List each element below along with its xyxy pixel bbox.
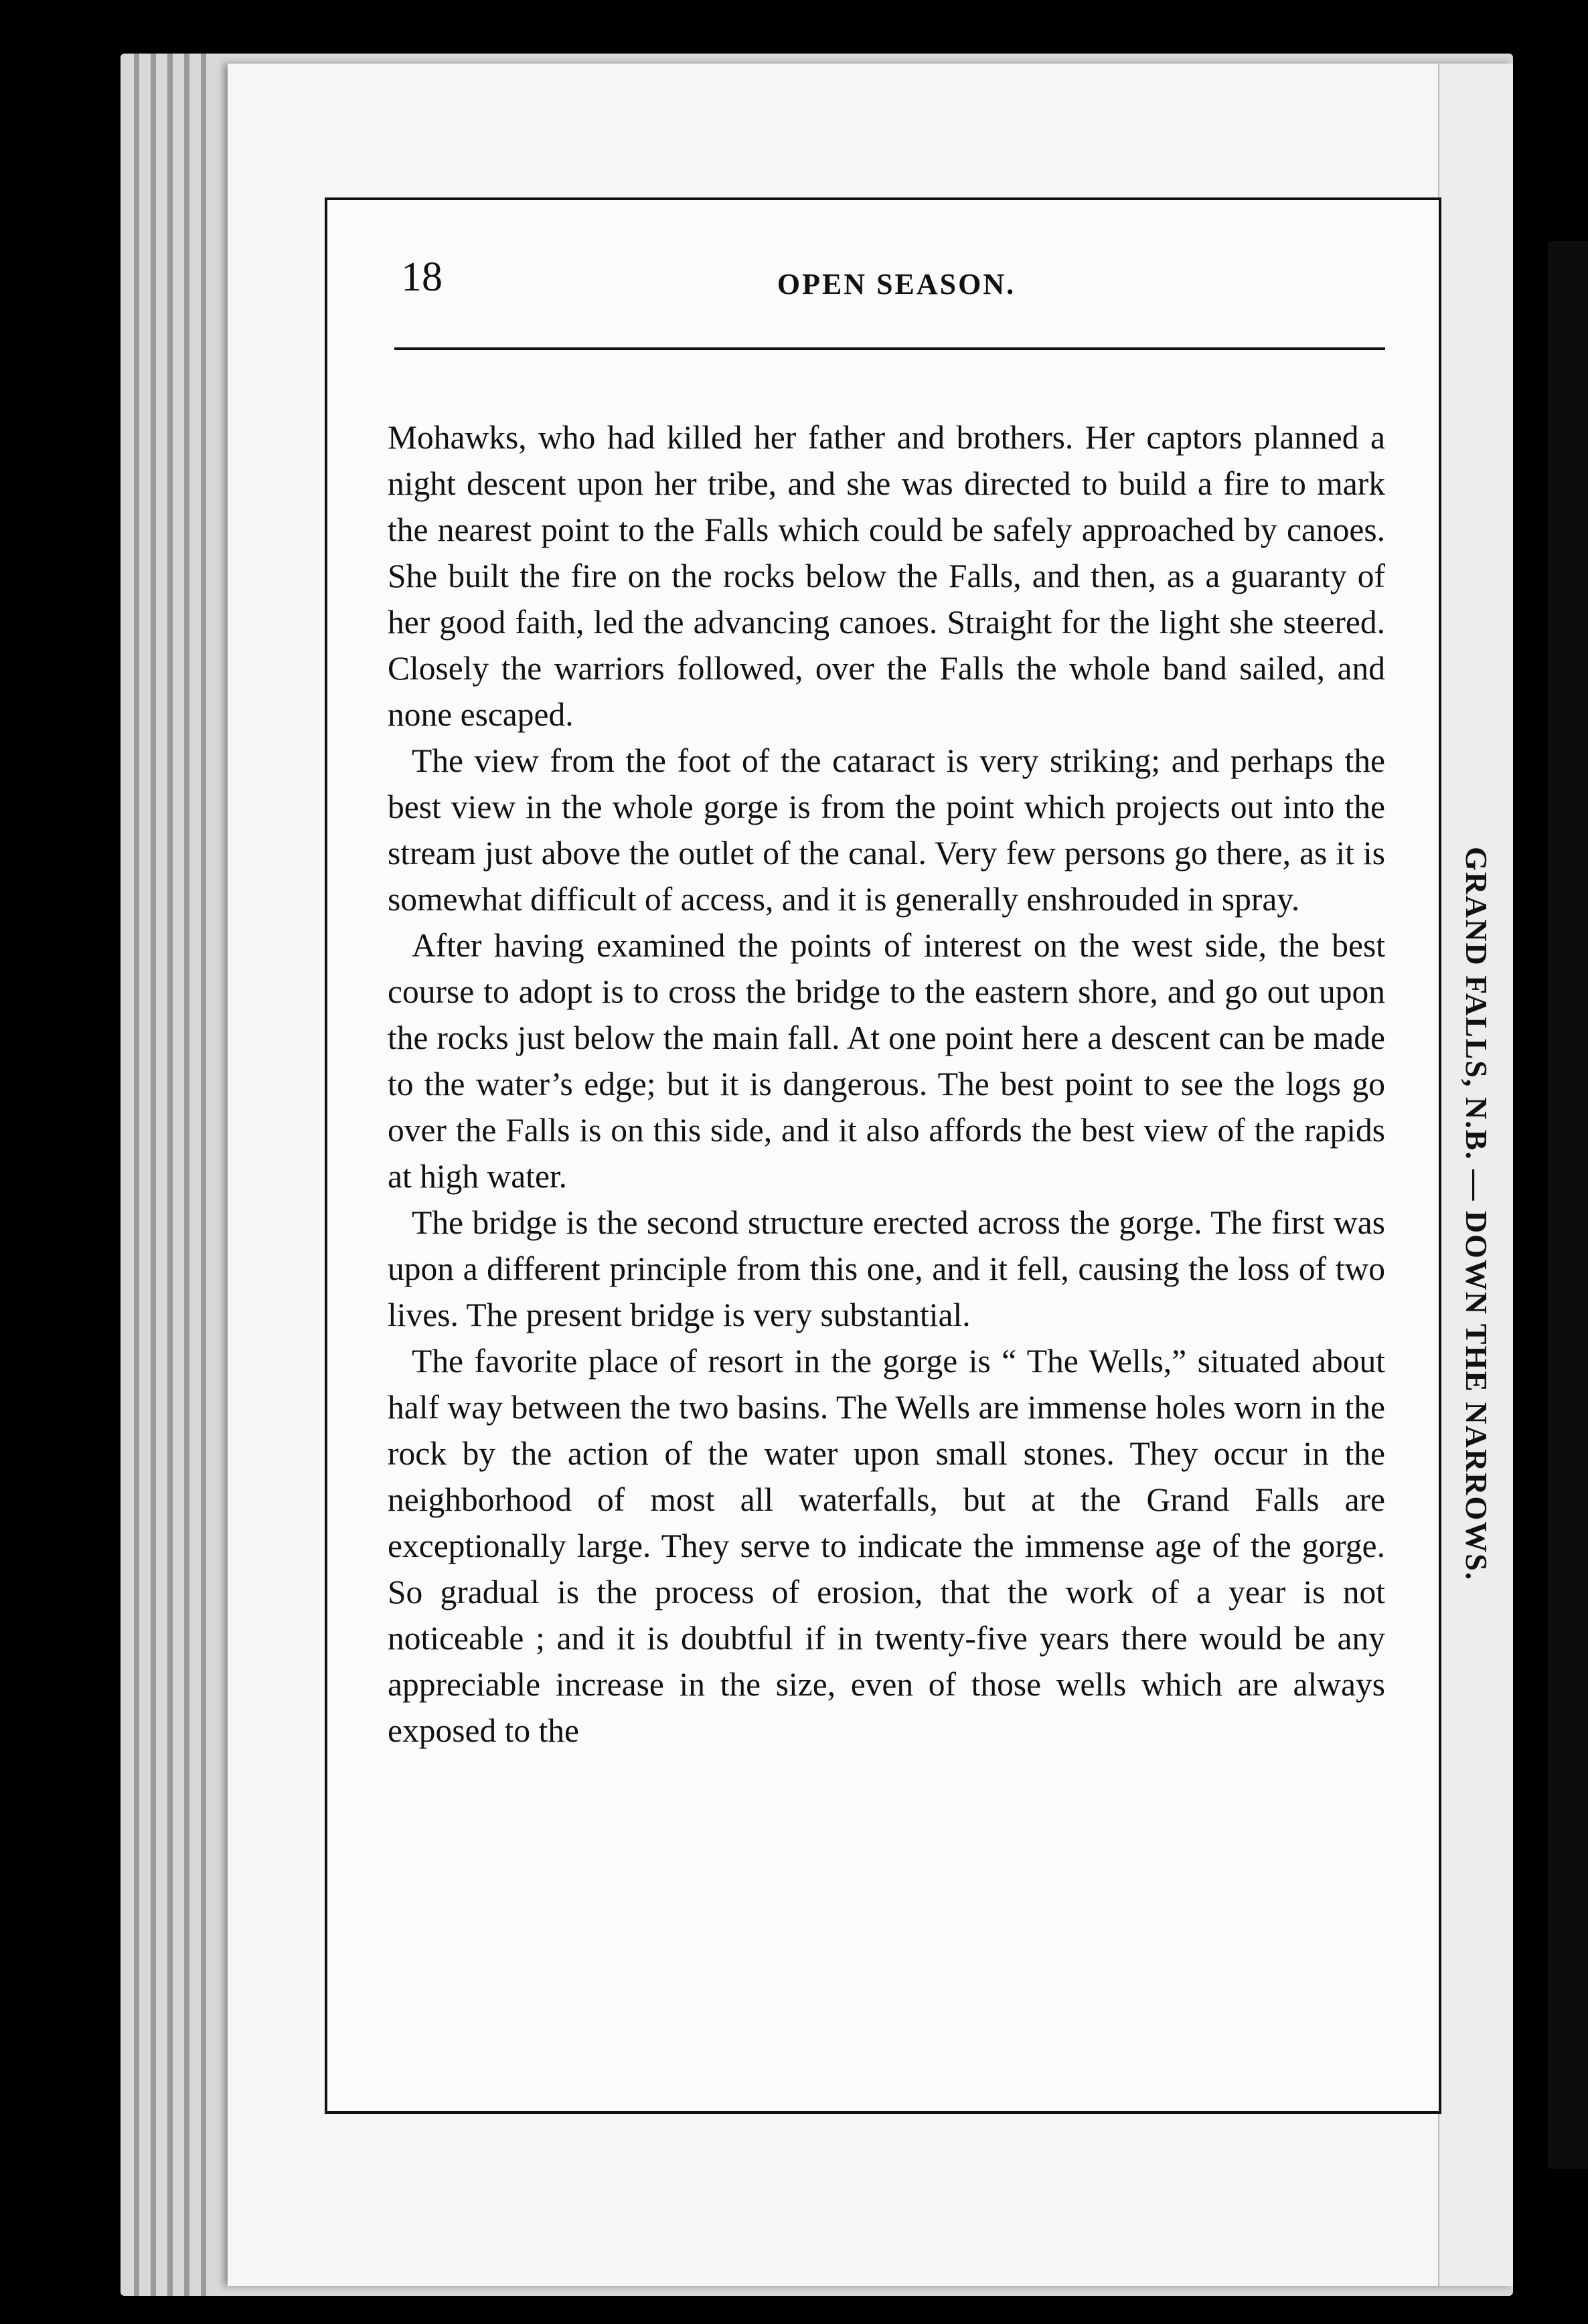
page-number: 18 xyxy=(401,254,443,300)
page-edge xyxy=(151,54,156,2296)
header-rule xyxy=(394,347,1385,350)
page-edge xyxy=(134,54,139,2296)
facing-page-edge xyxy=(1548,241,1588,2169)
page-header xyxy=(401,254,1392,341)
paragraph: Mohawks, who had killed her father and brothers. Her captors planned a night descent upon her tribe, and she was directed to build a fire to mark the nearest point to the Falls which could be safely approached by canoes. She built the fire on the rocks below the Falls, and then, as a guaranty of her good faith, led the advancing canoes. Straight for the light she steered. Closely the warriors followed, over the Falls the whole band sailed, and none escaped. xyxy=(388,419,1385,733)
paragraph: After having examined the points of interest on the west side, the best course to adopt is to cross the bridge to the eastern shore, and go out upon the rocks just below the main fall. At one point here a descent can be made to the water’s edge; but it is dangerous. The best point to see the logs go over the Falls is on this side, and it also affords the best view of the rapids at high water. xyxy=(388,927,1385,1195)
paragraph: The favorite place of resort in the gorge is “ The Wells,” situated about half way between the two basins. The Wells are immense holes worn in the rock by the action of the water upon small stones. They occur in the neighborhood of most all waterfalls, but at the Grand Falls are exceptionally large. They serve to indicate the immense age of the gorge. So gradual is the process of erosion, that the work of a year is not noticeable ; and it is doubtful if in twenty-five years there would be any appreciable increase in the size, even of those wells which are always exposed to the xyxy=(388,1343,1385,1749)
page-edge xyxy=(184,54,189,2296)
page-edge xyxy=(167,54,173,2296)
text-frame xyxy=(325,197,1441,2114)
page-edge xyxy=(201,54,206,2296)
running-title: OPEN SEASON. xyxy=(777,268,1016,301)
side-running-title: GRAND FALLS, N.B. — DOWN THE NARROWS. xyxy=(1459,847,1494,1582)
paragraph: The bridge is the second structure erected across the gorge. The first was upon a different principle from this one, and it fell, causing the loss of two lives. The present bridge is very substantial. xyxy=(388,1204,1385,1333)
paragraph: The view from the foot of the cataract is very striking; and perhaps the best view in the whole gorge is from the point which projects out into the stream just above the outlet of the canal. Very few persons go there, as it is somewhat difficult of access, and it is generally enshrouded in spray. xyxy=(388,742,1385,918)
body-text xyxy=(388,414,1385,1754)
